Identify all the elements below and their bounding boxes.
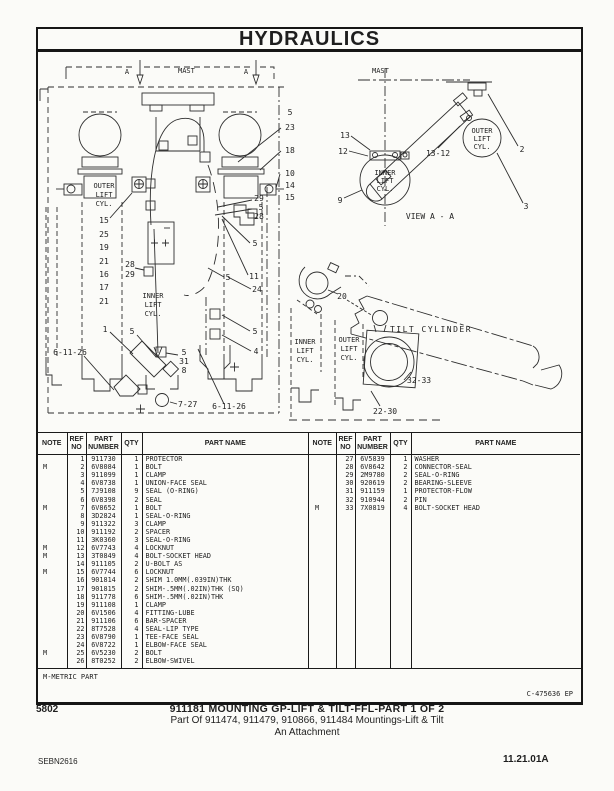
callout-9: 9 xyxy=(337,196,343,205)
cell-ref: 3 xyxy=(67,471,86,479)
cell-pn: 6V5839 xyxy=(355,455,390,464)
col-header-ref: REF NO xyxy=(336,433,355,455)
cell-note xyxy=(37,633,67,641)
cell-qty: 1 xyxy=(121,601,142,609)
callout-16: 16 xyxy=(99,270,109,279)
callout-2: 2 xyxy=(519,145,525,154)
doc-code: SEBN2616 xyxy=(38,757,78,766)
col-header-ref: REF NO xyxy=(67,433,86,455)
callout-5c: 5 xyxy=(252,239,258,248)
cell-pn: 911099 xyxy=(86,471,121,479)
cell-name: TEE-FACE SEAL xyxy=(145,633,199,642)
cell-name: CLAMP xyxy=(145,471,166,480)
callout-7-27: 7-27 xyxy=(178,400,198,409)
cell-name: BOLT xyxy=(145,503,162,512)
view-caption: VIEW A - A xyxy=(405,212,455,221)
col-header-part-number: PART NUMBER xyxy=(86,433,121,455)
cell-name: SHIM-.5MM(.02IN)THK xyxy=(145,592,224,601)
col-header-part-name: PART NAME xyxy=(411,433,580,455)
callout-5d: 5 xyxy=(225,273,231,282)
cell-pn: 6V7744 xyxy=(86,568,121,576)
tilt-cylinder-label: TILT CYLINDER xyxy=(389,325,473,334)
cell-name: SHIM-.5MM(.02IN)THK (SQ) xyxy=(145,584,244,593)
cell-qty: 1 xyxy=(121,504,142,512)
callout-10: 10 xyxy=(285,169,295,178)
inner-cyl-label: INNER xyxy=(142,292,164,300)
table-row xyxy=(37,471,309,479)
cell-note xyxy=(37,625,67,633)
outer-cyl-label: CYL. xyxy=(95,200,113,208)
cell-ref: 7 xyxy=(67,504,86,512)
table-row xyxy=(37,576,309,584)
cell-name: PIN xyxy=(414,495,427,504)
col-header-note: NOTE xyxy=(309,433,336,455)
cell-ref: 21 xyxy=(67,617,86,625)
table-row xyxy=(37,585,309,593)
cell-note: M xyxy=(37,568,67,576)
cell-pn: 3D2824 xyxy=(86,512,121,520)
cell-ref: 18 xyxy=(67,593,86,601)
cell-qty: 3 xyxy=(121,536,142,544)
cell-ref: 24 xyxy=(67,641,86,649)
cell-qty: 4 xyxy=(390,504,411,512)
cell-ref: 5 xyxy=(67,487,86,495)
col-header-part-name: PART NAME xyxy=(142,433,309,455)
cell-pn: 911322 xyxy=(86,520,121,528)
cell-pn: 3K0360 xyxy=(86,536,121,544)
table-row xyxy=(309,463,580,471)
cell-name: BAR-SPACER xyxy=(145,616,187,625)
cell-qty: 2 xyxy=(121,649,142,657)
cell-note xyxy=(309,455,336,464)
cell-ref: 2 xyxy=(67,463,86,471)
cell-note: M xyxy=(37,504,67,512)
table-row xyxy=(37,617,309,625)
cell-ref: 8 xyxy=(67,512,86,520)
cell-ref: 1 xyxy=(67,455,86,464)
cell-name: SPACER xyxy=(145,527,171,536)
cell-pn: 920619 xyxy=(355,479,390,487)
table-row xyxy=(37,479,309,487)
cell-ref: 6 xyxy=(67,495,86,503)
cell-name: BOLT-SOCKET HEAD xyxy=(145,552,211,561)
cell-qty: 1 xyxy=(121,641,142,649)
cell-note xyxy=(37,487,67,495)
table-row xyxy=(309,471,580,479)
cell-note: M xyxy=(37,463,67,471)
callout-5b: 5 xyxy=(258,203,264,212)
cell-ref: 23 xyxy=(67,633,86,641)
cell-ref: 27 xyxy=(336,455,355,464)
cell-name: U-BOLT AS xyxy=(145,560,183,569)
cell-name: SEAL-O-RING xyxy=(145,535,191,544)
cell-note xyxy=(37,585,67,593)
outer-cyl-label: OUTER xyxy=(93,182,115,190)
outer-cyl-label: LIFT xyxy=(95,191,113,199)
cell-qty: 2 xyxy=(121,657,142,665)
cell-qty: 6 xyxy=(121,617,142,625)
callout-32-33: 32-33 xyxy=(407,376,432,385)
footer-title: 911181 MOUNTING GP-LIFT & TILT-FFL-PART 1 OF 2 xyxy=(169,703,445,715)
cell-note xyxy=(37,479,67,487)
cell-qty: 1 xyxy=(121,455,142,464)
footer-subtitle: Part Of 911474, 911479, 910866, 911484 Mountings-Lift & Tilt xyxy=(170,715,444,726)
table-row xyxy=(37,544,309,552)
mast-label: MAST xyxy=(178,67,195,75)
callout-25: 25 xyxy=(99,230,109,239)
inner-cyl-label: INNER xyxy=(374,169,396,177)
cell-name: ELBOW-FACE SEAL xyxy=(145,641,207,650)
table-row xyxy=(309,495,580,503)
cell-pn: 6V8084 xyxy=(86,463,121,471)
inner-cyl-label: CYL. xyxy=(376,185,394,193)
table-row xyxy=(37,528,309,536)
table-row xyxy=(37,641,309,649)
callout-5-mid: 5 xyxy=(129,327,135,336)
cell-name: SEAL-LIP TYPE xyxy=(145,625,199,634)
col-header-qty: QTY xyxy=(390,433,411,455)
outer-cyl-label: LIFT xyxy=(473,135,491,143)
cell-pn: 7J9108 xyxy=(86,487,121,495)
table-header-row xyxy=(309,433,580,455)
cell-note xyxy=(37,528,67,536)
cell-qty: 2 xyxy=(390,479,411,487)
cell-note xyxy=(37,536,67,544)
table-row xyxy=(37,463,309,471)
cell-name: BEARING-SLEEVE xyxy=(414,479,472,488)
cell-pn: 911778 xyxy=(86,593,121,601)
cell-note xyxy=(37,657,67,665)
cell-name: BOLT-SOCKET HEAD xyxy=(414,503,480,512)
cell-note: M xyxy=(37,649,67,657)
cell-note xyxy=(37,560,67,568)
callout-6-11-26-right: 6-11-26 xyxy=(212,402,246,411)
inner-cyl-label: INNER xyxy=(294,338,316,346)
cell-pn: 901814 xyxy=(86,576,121,584)
table-row xyxy=(37,455,309,464)
cell-ref: 17 xyxy=(67,585,86,593)
cell-pn: 911106 xyxy=(86,617,121,625)
cell-pn: 910944 xyxy=(355,495,390,503)
cell-note xyxy=(309,487,336,495)
cell-pn: 7X0819 xyxy=(355,504,390,512)
inner-cyl-label: LIFT xyxy=(376,177,394,185)
cell-name: SEAL-O-RING xyxy=(414,471,460,480)
parts-table-right xyxy=(309,433,580,668)
inner-cyl-label: CYL. xyxy=(296,356,314,364)
cell-name: BOLT xyxy=(145,463,162,472)
callout-31: 31 xyxy=(179,357,189,366)
cell-qty: 2 xyxy=(121,495,142,503)
callout-20: 20 xyxy=(337,292,347,301)
cell-note xyxy=(37,471,67,479)
cell-name: CONNECTOR-SEAL xyxy=(414,463,472,472)
callout-8: 8 xyxy=(181,366,187,375)
callout-13-12: 13-12 xyxy=(425,149,451,158)
cell-qty: 3 xyxy=(121,520,142,528)
cell-qty: 4 xyxy=(121,609,142,617)
table-row xyxy=(309,479,580,487)
outer-cyl-label: CYL. xyxy=(473,143,491,151)
cell-note xyxy=(309,463,336,471)
cell-pn: 6V8722 xyxy=(86,641,121,649)
outer-cyl-label: LIFT xyxy=(340,345,358,353)
cell-ref: 4 xyxy=(67,479,86,487)
cell-qty: 1 xyxy=(121,463,142,471)
callout-4: 4 xyxy=(253,347,259,356)
cell-ref: 11 xyxy=(67,536,86,544)
callout-29: 29 xyxy=(125,270,135,279)
cell-ref: 30 xyxy=(336,479,355,487)
table-row xyxy=(37,552,309,560)
cell-note xyxy=(309,471,336,479)
cell-qty: 2 xyxy=(121,560,142,568)
page-number: 5802 xyxy=(36,704,59,715)
cell-name: SEAL xyxy=(145,495,162,504)
cell-pn: 911192 xyxy=(86,528,121,536)
cell-qty: 2 xyxy=(121,576,142,584)
cell-note xyxy=(37,455,67,464)
table-row xyxy=(37,568,309,576)
section-letter-left: A xyxy=(124,68,130,76)
cell-qty: 1 xyxy=(390,455,411,464)
cell-pn: 6V7743 xyxy=(86,544,121,552)
inner-cyl-label: CYL. xyxy=(144,310,162,318)
cell-qty: 6 xyxy=(121,568,142,576)
cell-ref: 10 xyxy=(67,528,86,536)
cell-name: PROTECTOR-FLOW xyxy=(414,487,472,496)
cell-name: FITTING-LUBE xyxy=(145,608,195,617)
cell-note xyxy=(37,495,67,503)
cell-pn: 911108 xyxy=(86,601,121,609)
cell-note xyxy=(309,479,336,487)
cell-pn: 6V8738 xyxy=(86,479,121,487)
plate-code: C-475636 EP xyxy=(526,690,573,698)
cell-pn: 911730 xyxy=(86,455,121,464)
table-row xyxy=(37,633,309,641)
cell-name: LOCKNUT xyxy=(145,544,175,553)
table-row xyxy=(309,487,580,495)
cell-pn: 6V8398 xyxy=(86,495,121,503)
cell-pn: 8T7528 xyxy=(86,625,121,633)
cell-note xyxy=(37,609,67,617)
cell-qty: 2 xyxy=(121,585,142,593)
callout-21b: 21 xyxy=(99,297,109,306)
cell-name: PROTECTOR xyxy=(145,455,183,464)
callout-23: 23 xyxy=(285,123,295,132)
inner-cyl-label: LIFT xyxy=(296,347,314,355)
cell-note: M xyxy=(37,544,67,552)
table-row xyxy=(37,657,309,665)
callout-28: 28 xyxy=(125,260,135,269)
cell-note xyxy=(309,495,336,503)
table-row xyxy=(37,504,309,512)
table-row xyxy=(309,455,580,464)
cell-qty: 1 xyxy=(121,479,142,487)
cell-pn: 6V8790 xyxy=(86,633,121,641)
footer-attachment-note: An Attachment xyxy=(274,727,340,738)
cell-ref: 22 xyxy=(67,625,86,633)
callout-28b: 28 xyxy=(254,212,264,221)
table-row xyxy=(37,495,309,503)
col-header-part-number: PART NUMBER xyxy=(355,433,390,455)
revision-code: 11.21.01A xyxy=(503,754,549,765)
table-row xyxy=(37,520,309,528)
table-row xyxy=(37,512,309,520)
page-title: HYDRAULICS xyxy=(36,27,583,52)
cell-qty: 1 xyxy=(121,633,142,641)
cell-pn: 2M9780 xyxy=(355,471,390,479)
cell-ref: 33 xyxy=(336,504,355,512)
callout-17: 17 xyxy=(99,283,109,292)
callout-19: 19 xyxy=(99,243,109,252)
cell-note xyxy=(37,520,67,528)
cell-qty: 1 xyxy=(121,471,142,479)
table-row xyxy=(37,625,309,633)
cell-pn: 3T0849 xyxy=(86,552,121,560)
outer-cyl-label: OUTER xyxy=(471,127,493,135)
table-row xyxy=(37,649,309,657)
cell-pn: 901815 xyxy=(86,585,121,593)
cell-pn: 6V1506 xyxy=(86,609,121,617)
callout-15: 15 xyxy=(99,216,109,225)
metric-note: M-METRIC PART xyxy=(43,673,98,681)
cell-ref: 25 xyxy=(67,649,86,657)
cell-qty: 4 xyxy=(121,625,142,633)
table-row xyxy=(37,536,309,544)
metric-note-band xyxy=(37,668,581,700)
cell-name: CLAMP xyxy=(145,519,166,528)
callout-22-30: 22-30 xyxy=(373,407,398,416)
col-header-note: NOTE xyxy=(37,433,67,455)
cell-qty: 1 xyxy=(390,487,411,495)
cell-name: LOCKNUT xyxy=(145,568,175,577)
callout-18: 18 xyxy=(285,146,295,155)
outer-cyl-label: OUTER xyxy=(338,336,360,344)
table-filler-row xyxy=(309,512,580,668)
cell-name: CLAMP xyxy=(145,600,166,609)
parts-tables xyxy=(37,432,581,668)
callout-1: 1 xyxy=(102,325,108,334)
table-row xyxy=(309,504,580,512)
cell-ref: 19 xyxy=(67,601,86,609)
cell-qty: 2 xyxy=(390,495,411,503)
callout-5e: 5 xyxy=(252,327,258,336)
table-row xyxy=(37,560,309,568)
cell-note xyxy=(37,617,67,625)
cell-qty: 6 xyxy=(121,593,142,601)
table-row xyxy=(37,601,309,609)
callout-12: 12 xyxy=(338,147,348,156)
cell-pn: 6V8642 xyxy=(355,463,390,471)
cell-pn: 8T0252 xyxy=(86,657,121,665)
cell-note xyxy=(37,576,67,584)
cell-ref: 9 xyxy=(67,520,86,528)
callout-13: 13 xyxy=(340,131,350,140)
callout-15b: 15 xyxy=(285,193,295,202)
callout-3: 3 xyxy=(523,202,529,211)
callout-14: 14 xyxy=(285,181,295,190)
cell-ref: 32 xyxy=(336,495,355,503)
cell-qty: 4 xyxy=(121,552,142,560)
cell-name: BOLT xyxy=(145,649,162,658)
cell-qty: 2 xyxy=(390,471,411,479)
cell-qty: 1 xyxy=(121,512,142,520)
col-header-qty: QTY xyxy=(121,433,142,455)
cell-name: SHIM 1.0MM(.039IN)THK xyxy=(145,576,232,585)
cell-qty: 2 xyxy=(390,463,411,471)
cell-pn: 6V5230 xyxy=(86,649,121,657)
cell-name: WASHER xyxy=(414,455,440,464)
cell-name: UNION-FACE SEAL xyxy=(145,479,207,488)
cell-note xyxy=(37,601,67,609)
cell-note: M xyxy=(309,504,336,512)
cell-ref: 12 xyxy=(67,544,86,552)
cell-name: SEAL (O-RING) xyxy=(145,487,199,496)
cell-note xyxy=(37,593,67,601)
cell-ref: 13 xyxy=(67,552,86,560)
table-row xyxy=(37,593,309,601)
cell-note xyxy=(37,641,67,649)
callout-11: 11 xyxy=(249,272,259,281)
callout-21: 21 xyxy=(99,257,109,266)
callout-29b: 29 xyxy=(254,194,264,203)
parts-table-left xyxy=(37,433,309,668)
inner-cyl-label: LIFT xyxy=(144,301,162,309)
cell-name: ELBOW-SWIVEL xyxy=(145,657,195,666)
section-letter-right: A xyxy=(243,68,249,76)
cell-qty: 9 xyxy=(121,487,142,495)
cell-ref: 26 xyxy=(67,657,86,665)
callout-5: 5 xyxy=(287,108,293,117)
table-row xyxy=(37,609,309,617)
cell-ref: 28 xyxy=(336,463,355,471)
table-header-row xyxy=(37,433,309,455)
cell-pn: 6V8652 xyxy=(86,504,121,512)
table-row xyxy=(37,487,309,495)
cell-pn: 911159 xyxy=(355,487,390,495)
cell-qty: 2 xyxy=(121,528,142,536)
cell-ref: 15 xyxy=(67,568,86,576)
callout-6-11-26-left: 6-11-26 xyxy=(53,348,87,357)
cell-note: M xyxy=(37,552,67,560)
cell-ref: 31 xyxy=(336,487,355,495)
outer-cyl-label: CYL. xyxy=(340,354,358,362)
callout-24: 24 xyxy=(252,285,262,294)
cell-qty: 4 xyxy=(121,544,142,552)
cell-name: SEAL-O-RING xyxy=(145,511,191,520)
callout-5f: 5 xyxy=(181,348,187,357)
cell-pn: 911105 xyxy=(86,560,121,568)
cell-ref: 14 xyxy=(67,560,86,568)
cell-ref: 29 xyxy=(336,471,355,479)
cell-note xyxy=(37,512,67,520)
cell-ref: 16 xyxy=(67,576,86,584)
cell-ref: 20 xyxy=(67,609,86,617)
mast-label: MAST xyxy=(372,67,389,75)
